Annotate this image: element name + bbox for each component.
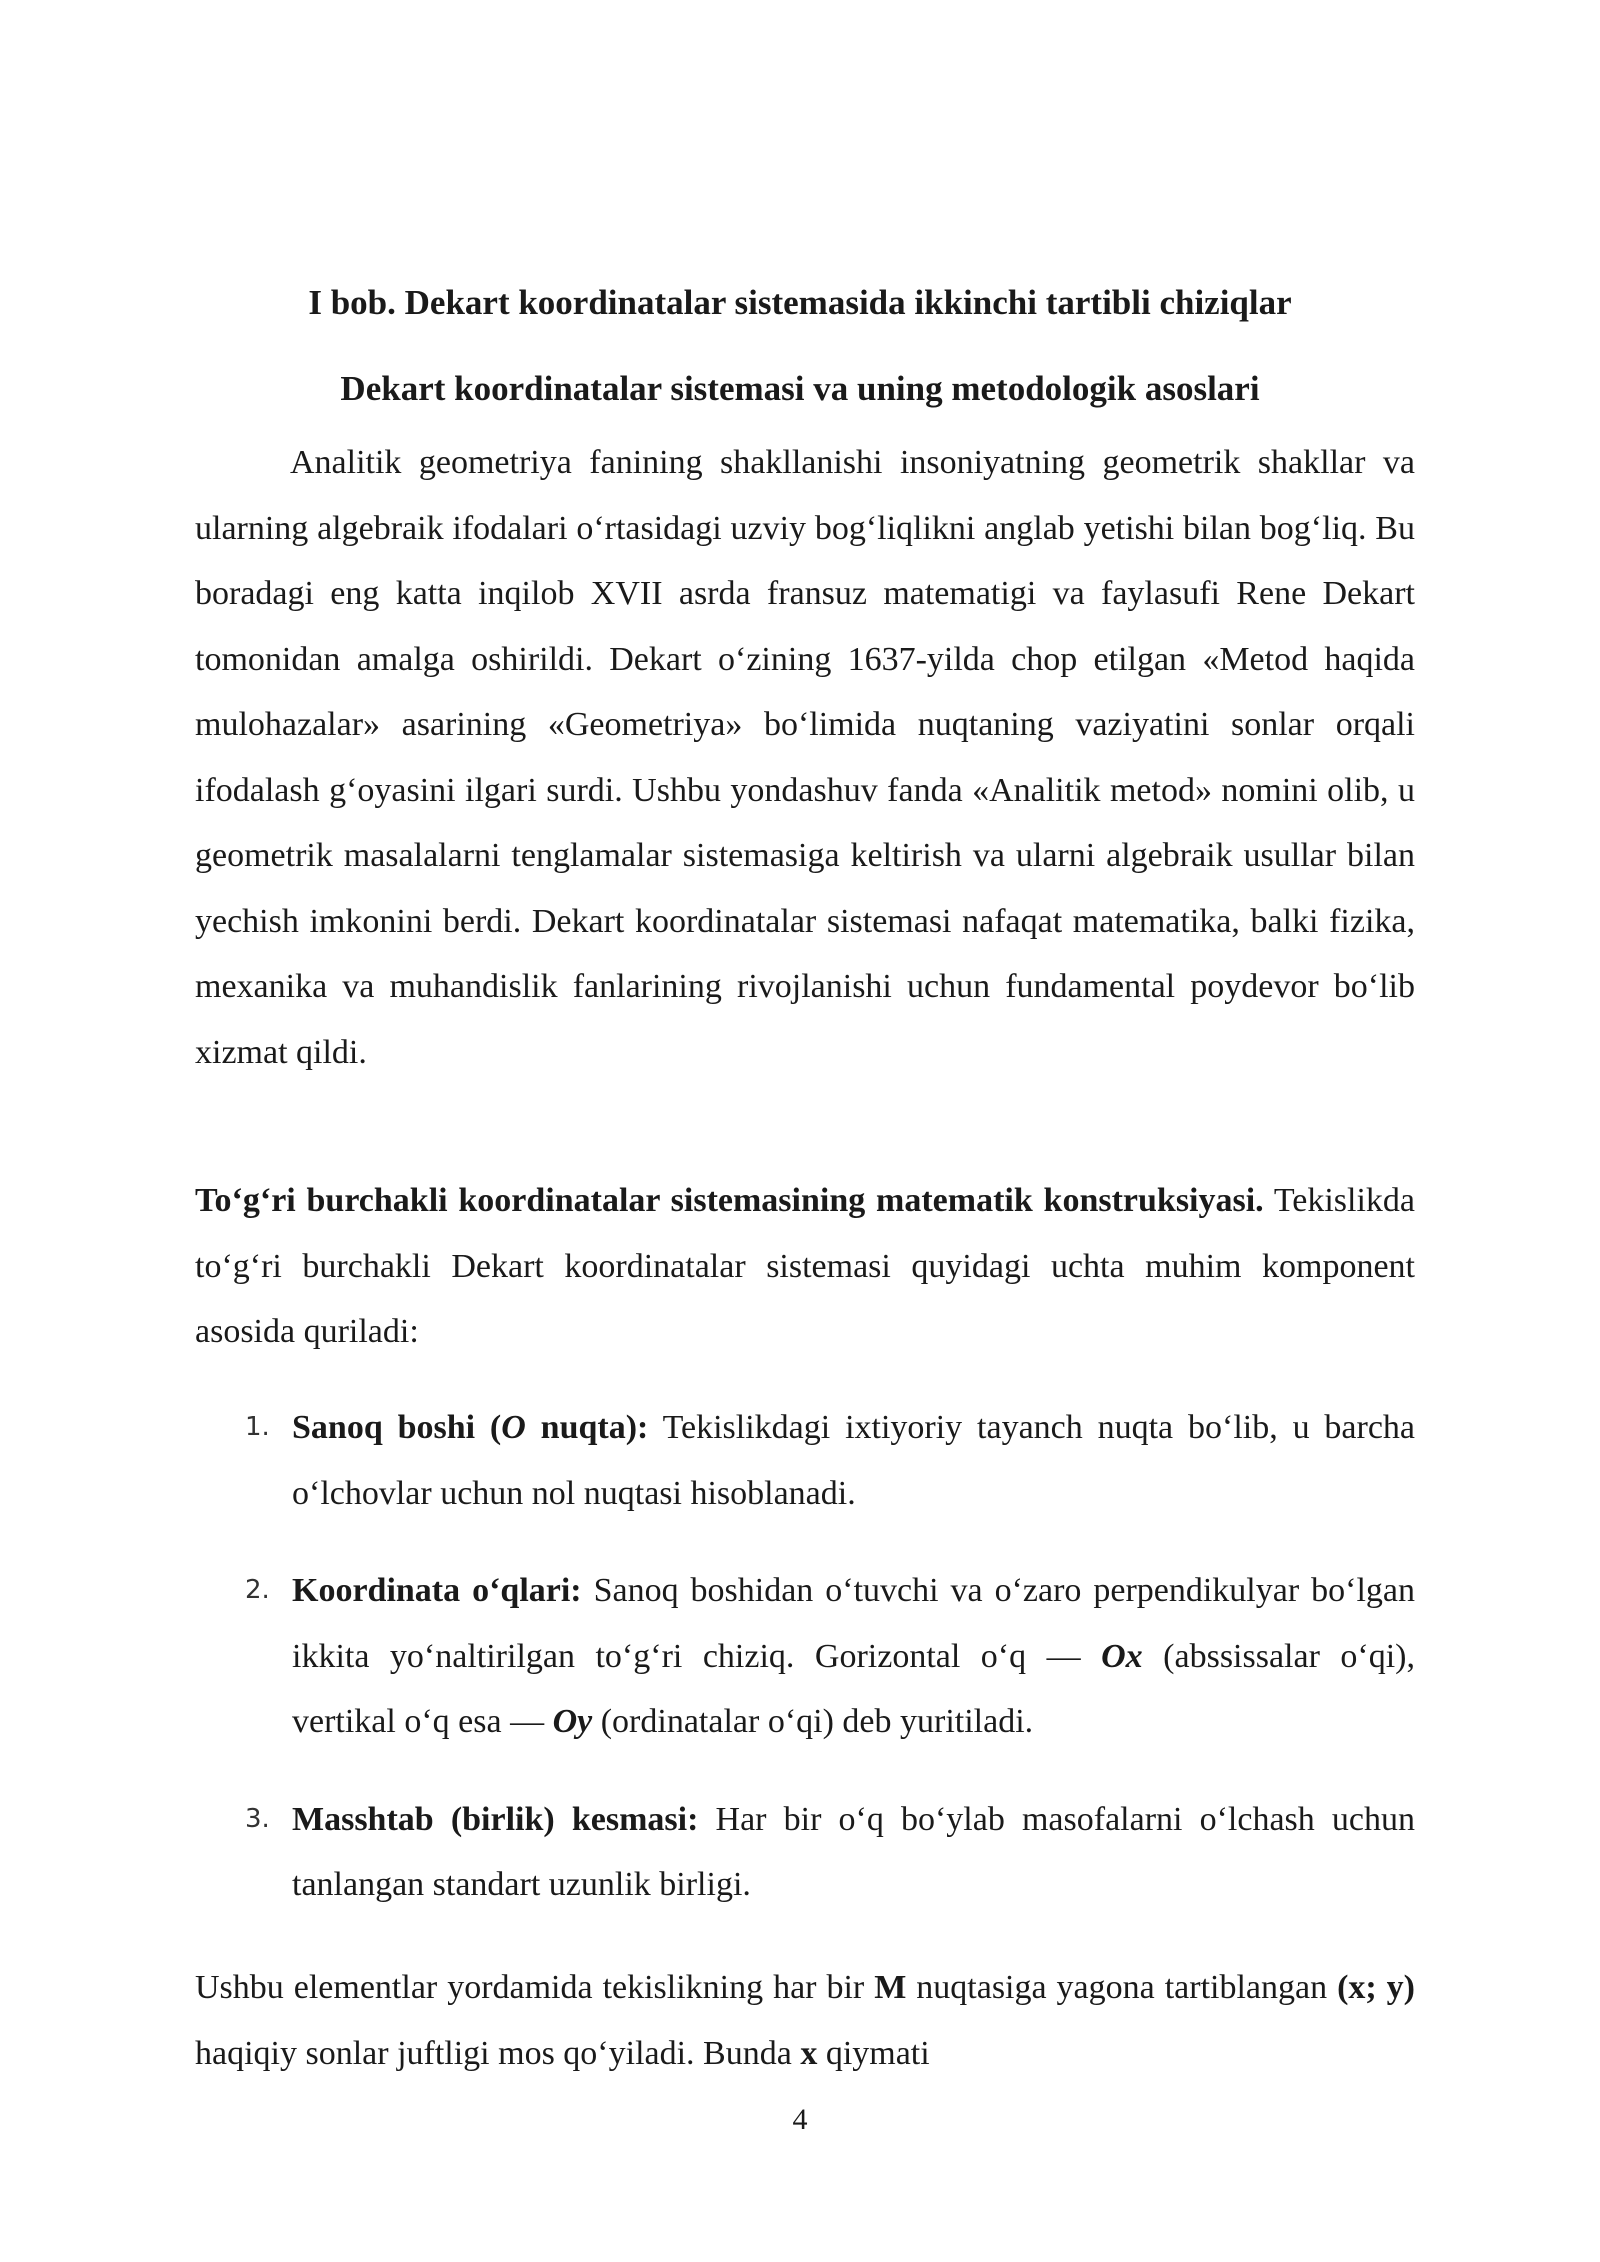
closing-text: Ushbu elementlar yordamida tekislikning har bir — [195, 1969, 875, 2006]
coordinate-pair: (x; y) — [1337, 1969, 1415, 2006]
list-item — [195, 1558, 1415, 1755]
closing-paragraph-block — [195, 1955, 1415, 2086]
list-item — [195, 1395, 1415, 1526]
lead-part: nuqta): — [525, 1409, 649, 1446]
axis-ox-symbol: Ox — [1101, 1637, 1143, 1675]
construction-text: Tekislikda to‘g‘ri burchakli Dekart koordinatalar sistemasi quyidagi uchta muhim komponent asosida quriladi: — [195, 1182, 1415, 1350]
list-item-lead — [292, 1409, 648, 1446]
list-item-text: Sanoq boshidan o‘tuvchi va o‘zaro perpendikulyar bo‘lgan ikkita yo‘naltirilgan to‘g‘ri chiziq. Gorizontal o‘q — — [292, 1572, 1415, 1675]
list-item-number: 1. — [245, 1412, 270, 1442]
origin-symbol: O — [501, 1409, 526, 1446]
intro-paragraph: Analitik geometriya fanining shakllanishi insoniyatning geometrik shakllar va ularning algebraik ifodalari o‘rtasidagi uzviy bog‘liqlikni anglab yetishi bilan bog‘liq. Bu boradagi eng katta inqilob XVII asrda fransuz matematigi va faylasufi Rene Dekart tomonidan amalga oshirildi. Dekart o‘zining 1637-yilda chop etilgan «Metod haqida mulohazalar» asarining «Geometriya» bo‘limida nuqtaning vaziyatini sonlar orqali ifodalash g‘oyasini ilgari surdi. Ushbu yondashuv fanda «Analitik metod» nomini olib, u geometrik masalalarni tenglamalar sistemasiga keltirish va ularni algebraik usullar bilan yechish imkonini berdi. Dekart koordinatalar sistemasi nafaqat matematika, balki fizika, mexanika va muhandislik fanlarining rivojlanishi uchun fundamental poydevor bo‘lib xizmat qildi. — [195, 444, 1415, 1071]
page-number: 4 — [792, 2103, 808, 2136]
list-item-text: (ordinatalar o‘qi) deb yuritiladi. — [592, 1703, 1034, 1740]
closing-text: qiymati — [817, 2034, 930, 2072]
list-item-lead: Koordinata o‘qlari: — [292, 1572, 582, 1609]
list-item-text: (abssissalar o‘qi), vertikal o‘q esa — — [292, 1637, 1416, 1740]
section-title: Dekart koordinatalar sistemasi va uning metodologik asoslari — [340, 369, 1260, 408]
closing-text: haqiqiy sonlar juftligi mos qo‘yiladi. Bunda — [195, 2034, 801, 2072]
construction-heading: To‘g‘ri burchakli koordinatalar sistemasining matematik konstruksiyasi. — [195, 1182, 1264, 1219]
list-item-number: 3. — [245, 1803, 270, 1834]
components-list — [195, 1395, 1415, 1918]
construction-paragraph — [195, 1168, 1415, 1365]
list-item-lead: Masshtab (birlik) kesmasi: — [292, 1800, 699, 1838]
construction-paragraph-block — [195, 1168, 1415, 1365]
closing-text: nuqtasiga yagona tartiblangan — [906, 1969, 1338, 2006]
point-m-symbol: M — [874, 1969, 907, 2006]
list-item-number: 2. — [245, 1575, 270, 1605]
list-item-text: Tekislikdagi ixtiyoriy tayanch nuqta bo‘lib, u barcha o‘lchovlar uchun nol nuqtasi hisoblanadi. — [292, 1409, 1416, 1512]
axis-oy-symbol: Oy — [552, 1703, 593, 1740]
closing-paragraph — [195, 1955, 1415, 2086]
intro-paragraph-block — [195, 430, 1415, 1085]
list-item-text: Har bir o‘q bo‘ylab masofalarni o‘lchash uchun tanlangan standart uzunlik birligi. — [292, 1800, 1415, 1903]
list-item — [195, 1787, 1415, 1918]
chapter-title: I bob. Dekart koordinatalar sistemasida ikkinchi tartibli chiziqlar — [308, 283, 1292, 322]
lead-part: Sanoq boshi ( — [292, 1409, 502, 1446]
x-symbol: x — [800, 2034, 818, 2072]
